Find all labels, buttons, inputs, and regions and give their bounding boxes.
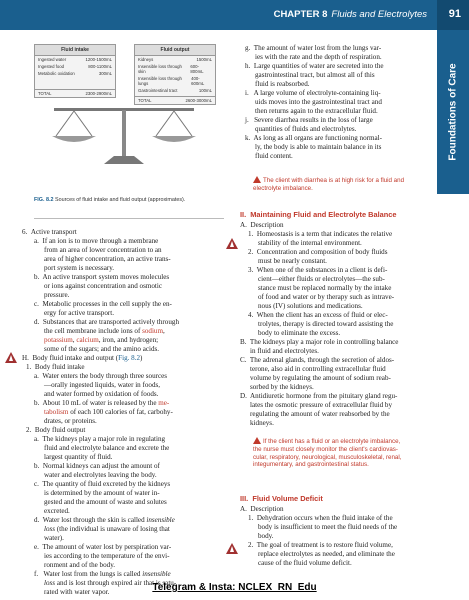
warning-icon: [253, 176, 261, 183]
alert-imbalance: If the client has a fluid or an electrolyte imbalance, the nurse must closely monitor the client's cardiovas- cular, respiratory, neurological, musculoskeletal, renal, integumentary, and gastrointestinal status.: [253, 438, 402, 469]
alert-diarrhea: The client with diarrhea is at high risk for a fluid and electrolyte imbalance.: [253, 177, 405, 192]
fluid-balance-figure: [34, 44, 214, 170]
fluid-intake-table: Fluid intake Ingested water 1200-1500mL Ingested food 800-1100mL Metabolic oxidation 300mL TOTAL 2300-2900mL: [34, 44, 116, 98]
section-heading-ii: II. Maintaining Fluid and Electrolyte Balance: [240, 210, 397, 219]
balance-scale-icon: [34, 106, 214, 170]
page-number: 91: [448, 8, 461, 20]
section-heading-iii: III. Fluid Volume Deficit: [240, 494, 323, 503]
priority-pyramid-icon: [5, 352, 17, 363]
warning-icon: [253, 437, 261, 444]
figure-caption: FIG. 8.2 Sources of fluid intake and fluid output (approximates).: [34, 197, 186, 203]
priority-pyramid-icon: [226, 543, 238, 554]
fluid-output-table: Fluid output Kidneys 1500mL Insensible loss through skin 600-800mL Insensible loss through lungs 400-600mL Gastrointestinal tract 100mL TOTAL 2600-3000mL: [134, 44, 216, 105]
priority-pyramid-icon: [226, 238, 238, 249]
footer-credit: Telegram & Insta: NCLEX_RN_Edu: [152, 582, 317, 593]
divider: [34, 218, 224, 219]
section-tab: Foundations of Care: [437, 30, 469, 194]
chapter-header: [0, 0, 469, 30]
header-title: CHAPTER 8 Fluids and Electrolytes: [273, 9, 427, 20]
